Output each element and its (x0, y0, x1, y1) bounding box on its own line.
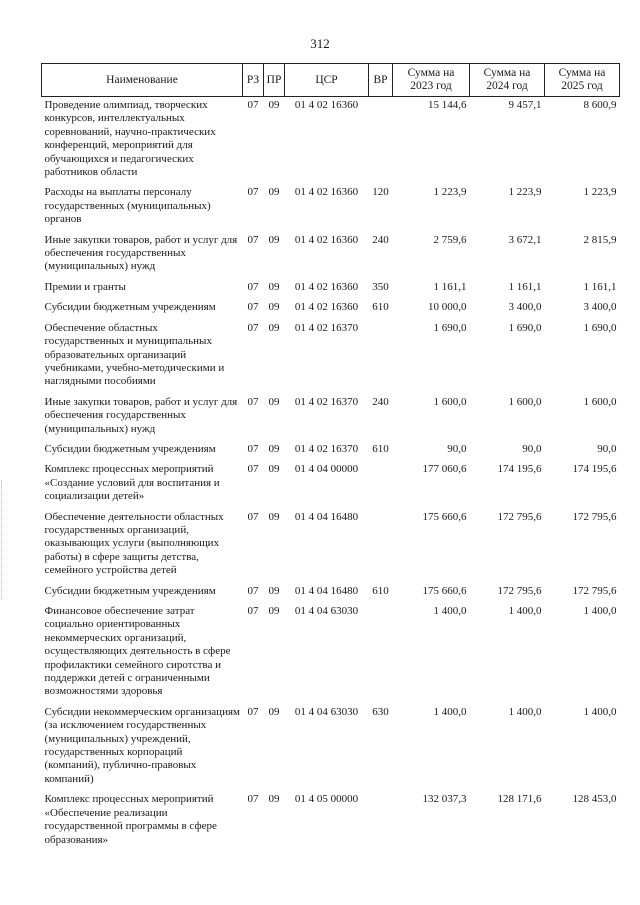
cell-rz: 07 (247, 233, 259, 246)
header-2023-line2: 2023 год (410, 80, 452, 92)
cell-csr: 01 4 02 16360 (294, 186, 359, 199)
cell-name: Финансовое обеспечение затрат социально ориентированных некоммерческих организаций, осуществляющих деятельность в сфере профилактики семейного сиротства и поддержки детей с ограниченными возможностями здоровья (44, 605, 231, 698)
cell-y2024: 9 457,1 (508, 99, 542, 111)
cell-y2023: 1 400,0 (433, 605, 467, 617)
cell-rz: 07 (247, 301, 259, 314)
cell-vr (369, 461, 393, 508)
cell-name: Субсидии бюджетным учреждениям (44, 584, 216, 597)
cell-y2025: 1 161,1 (583, 280, 617, 293)
header-2023-line1: Сумма на (407, 67, 455, 79)
cell-y2025: 1 600,0 (583, 395, 617, 408)
cell-y2023: 132 037,3 (422, 793, 467, 806)
cell-y2024: 1 400,0 (508, 705, 542, 718)
cell-y2023: 1 400,0 (433, 705, 467, 718)
cell-y2023: 1 600,0 (433, 395, 467, 408)
cell-y2024: 3 400,0 (508, 301, 542, 314)
cell-y2024: 1 600,0 (508, 395, 542, 408)
cell-y2025: 172 795,6 (572, 584, 617, 597)
cell-name: Комплекс процессных мероприятий «Создание условий для воспитания и социализации детей» (44, 463, 220, 503)
cell-y2024: 90,0 (522, 442, 542, 455)
table-body (42, 97, 620, 852)
table-row (42, 232, 620, 279)
table-row (42, 184, 620, 231)
cell-y2024: 3 672,1 (508, 233, 542, 246)
cell-rz: 07 (247, 510, 259, 523)
cell-y2024: 1 690,0 (508, 321, 542, 334)
cell-vr (369, 791, 393, 852)
table-row (42, 441, 620, 461)
cell-y2025: 174 195,6 (572, 463, 617, 476)
cell-pr: 09 (268, 605, 280, 617)
cell-vr (369, 509, 393, 583)
cell-name: Субсидии бюджетным учреждениям (44, 442, 216, 455)
cell-y2025: 172 795,6 (572, 510, 617, 523)
cell-csr: 01 4 04 00000 (294, 463, 359, 476)
table-row (42, 461, 620, 508)
cell-vr: 120 (372, 186, 389, 199)
header-row (42, 64, 620, 97)
cell-rz: 07 (247, 793, 259, 806)
cell-rz: 07 (247, 186, 259, 199)
cell-y2025: 1 690,0 (583, 321, 617, 334)
cell-y2025: 8 600,9 (583, 99, 617, 111)
header-2025 (545, 64, 620, 97)
cell-y2024: 1 223,9 (508, 186, 542, 199)
cell-rz: 07 (247, 99, 259, 111)
cell-y2023: 10 000,0 (428, 301, 467, 314)
table-row (42, 603, 620, 704)
cell-csr: 01 4 04 16480 (294, 584, 359, 597)
cell-rz: 07 (247, 280, 259, 293)
cell-vr: 240 (372, 395, 389, 408)
table-row (42, 704, 620, 791)
cell-y2025: 2 815,9 (583, 233, 617, 246)
table-row (42, 279, 620, 299)
cell-rz: 07 (247, 463, 259, 476)
cell-vr: 610 (372, 301, 389, 314)
cell-pr: 09 (268, 301, 280, 314)
cell-y2025: 128 453,0 (572, 793, 617, 806)
cell-csr: 01 4 04 16480 (294, 510, 359, 523)
cell-y2023: 90,0 (447, 442, 467, 455)
cell-pr: 09 (268, 233, 280, 246)
cell-vr: 240 (372, 233, 389, 246)
cell-y2024: 1 161,1 (508, 280, 542, 293)
cell-rz: 07 (247, 605, 259, 617)
cell-name: Комплекс процессных мероприятий «Обеспечение реализации государственной программы в сфере образования» (44, 793, 217, 846)
cell-pr: 09 (268, 705, 280, 718)
cell-y2025: 3 400,0 (583, 301, 617, 314)
cell-rz: 07 (247, 584, 259, 597)
page-number: 312 (310, 36, 330, 51)
cell-name: Обеспечение деятельности областных государственных организаций, оказывающих услуги (выполняющих работы) в сфере защиты детства, семейного устройства детей (44, 510, 224, 577)
cell-csr: 01 4 02 16360 (294, 99, 359, 111)
header-csr: ЦСР (285, 64, 369, 97)
scan-edge-mark (1, 480, 4, 600)
header-pr: ПР (264, 64, 285, 97)
cell-vr: 350 (372, 280, 389, 293)
cell-name: Расходы на выплаты персоналу государственных (муниципальных) органов (44, 186, 211, 226)
cell-csr: 01 4 02 16360 (294, 301, 359, 314)
cell-vr: 610 (372, 442, 389, 455)
cell-rz: 07 (247, 442, 259, 455)
cell-pr: 09 (268, 280, 280, 293)
table-row (42, 97, 620, 185)
cell-pr: 09 (268, 321, 280, 334)
cell-y2023: 175 660,6 (422, 510, 467, 523)
cell-pr: 09 (268, 793, 280, 806)
cell-y2025: 90,0 (597, 442, 617, 455)
cell-name: Обеспечение областных государственных и муниципальных образовательных организаций учебниками, учебно-методическими и наглядными пособиями (44, 321, 225, 388)
cell-y2025: 1 400,0 (583, 705, 617, 718)
cell-name: Субсидии некоммерческим организациям (за исключением государственных (муниципальных) учреждений, государственных корпораций (компаний), публично-правовых компаний) (44, 705, 240, 785)
cell-rz: 07 (247, 321, 259, 334)
table-row (42, 320, 620, 394)
table-row (42, 299, 620, 319)
cell-name: Проведение олимпиад, творческих конкурсов, интеллектуальных соревнований, научно-практических конференций, мероприятий для обучающихся и педагогических работников области (44, 99, 216, 179)
cell-csr: 01 4 02 16360 (294, 280, 359, 293)
header-2024-line2: 2024 год (486, 80, 528, 92)
table-row (42, 394, 620, 441)
cell-pr: 09 (268, 584, 280, 597)
cell-csr: 01 4 04 63030 (294, 605, 359, 617)
cell-y2025: 1 400,0 (583, 605, 617, 617)
cell-y2023: 1 161,1 (433, 280, 467, 293)
cell-y2024: 172 795,6 (497, 510, 542, 523)
cell-y2023: 1 223,9 (433, 186, 467, 199)
cell-vr: 630 (372, 705, 389, 718)
cell-y2023: 175 660,6 (422, 584, 467, 597)
header-2024 (470, 64, 545, 97)
cell-y2023: 1 690,0 (433, 321, 467, 334)
cell-y2024: 128 171,6 (497, 793, 542, 806)
cell-rz: 07 (247, 395, 259, 408)
cell-pr: 09 (268, 186, 280, 199)
cell-pr: 09 (268, 463, 280, 476)
cell-pr: 09 (268, 442, 280, 455)
cell-vr (369, 603, 393, 704)
header-2025-line1: Сумма на (558, 67, 606, 79)
cell-vr: 610 (372, 584, 389, 597)
cell-pr: 09 (268, 510, 280, 523)
table-row (42, 509, 620, 583)
cell-name: Премии и гранты (44, 280, 126, 293)
cell-vr (369, 320, 393, 394)
cell-name: Иные закупки товаров, работ и услуг для обеспечения государственных (муниципальных) нужд (44, 233, 238, 273)
header-2024-line1: Сумма на (483, 67, 531, 79)
cell-name: Субсидии бюджетным учреждениям (44, 301, 216, 314)
table-row (42, 791, 620, 852)
budget-table (41, 63, 620, 852)
cell-y2023: 177 060,6 (422, 463, 467, 476)
header-name: Наименование (42, 64, 243, 97)
cell-name: Иные закупки товаров, работ и услуг для обеспечения государственных (муниципальных) нужд (44, 395, 238, 435)
table-row (42, 583, 620, 603)
cell-pr: 09 (268, 395, 280, 408)
cell-csr: 01 4 02 16360 (294, 233, 359, 246)
cell-y2024: 174 195,6 (497, 463, 542, 476)
cell-csr: 01 4 02 16370 (294, 442, 359, 455)
cell-y2023: 15 144,6 (428, 99, 467, 111)
header-rz: РЗ (243, 64, 264, 97)
header-2025-line2: 2025 год (561, 80, 603, 92)
cell-y2023: 2 759,6 (433, 233, 467, 246)
cell-csr: 01 4 05 00000 (294, 793, 359, 806)
cell-csr: 01 4 02 16370 (294, 321, 359, 334)
header-2023 (393, 64, 470, 97)
cell-rz: 07 (247, 705, 259, 718)
cell-y2024: 172 795,6 (497, 584, 542, 597)
header-vr: ВР (369, 64, 393, 97)
cell-y2025: 1 223,9 (583, 186, 617, 199)
cell-csr: 01 4 02 16370 (294, 395, 359, 408)
cell-vr (369, 97, 393, 185)
cell-pr: 09 (268, 99, 280, 111)
cell-y2024: 1 400,0 (508, 605, 542, 617)
cell-csr: 01 4 04 63030 (294, 705, 359, 718)
